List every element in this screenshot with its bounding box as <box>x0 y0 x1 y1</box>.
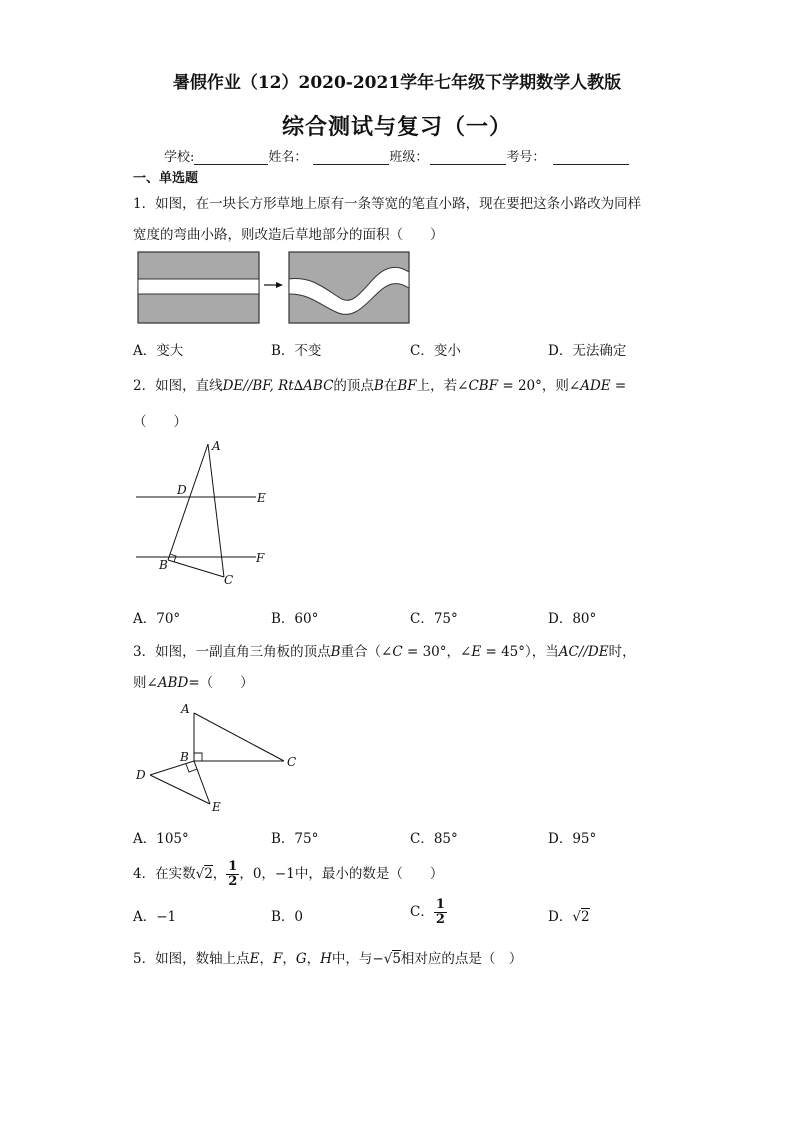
q1-option-d[interactable]: D．无法确定 <box>548 343 627 359</box>
label-e: E <box>212 800 221 814</box>
q3-math: ABD <box>157 675 189 691</box>
q2-text: 上，若∠ <box>416 378 469 394</box>
label-a: A <box>212 439 221 453</box>
question-2-line1 <box>133 374 626 394</box>
question-number: 2． <box>133 378 156 394</box>
sqrt-argument: 2 <box>204 866 213 882</box>
q2-math: CBF <box>468 378 499 394</box>
exam-no-blank <box>553 150 629 165</box>
q3-text: 则∠ <box>133 675 158 691</box>
question-2-figure <box>130 436 276 588</box>
page-title-line2: 综合测试与复习（一） <box>281 114 512 140</box>
exam-no-label: 考号： <box>506 150 546 165</box>
q3-math: E <box>471 644 482 660</box>
q3-option-b[interactable]: B．75° <box>271 831 319 847</box>
question-5-line1 <box>133 947 522 967</box>
q4-option-d[interactable] <box>548 905 590 925</box>
page-title-line1: 暑假作业（12）2020-2021学年七年级下学期数学人教版 <box>172 73 622 93</box>
q2-math: BF <box>397 378 417 394</box>
q3-option-d[interactable]: D．95° <box>548 831 597 847</box>
question-number: 3． <box>133 644 156 660</box>
q2-option-d[interactable]: D．80° <box>548 611 597 627</box>
sqrt-expression: √2 <box>195 866 213 882</box>
label-b: B <box>159 558 168 572</box>
question-number: 5． <box>133 951 156 967</box>
class-label: 班级： <box>389 150 429 165</box>
q3-math: B <box>330 644 341 660</box>
section-title: 一、单选题 <box>133 171 199 186</box>
q5-math: H <box>320 951 332 967</box>
q3-text: 重合（∠ <box>340 644 393 660</box>
q1-option-b[interactable]: B．不变 <box>271 343 322 359</box>
q3-option-a[interactable]: A．105° <box>133 831 189 847</box>
question-1-stem: 如图，在一块长方形草地上原有一条等宽的笔直小路，现在要把这条小路改为同样 <box>155 196 642 212</box>
label-a: A <box>181 702 190 716</box>
fraction-denominator: 2 <box>228 874 238 889</box>
q3-math: C <box>392 644 403 660</box>
q2-math: DE//BF, Rt∆ABC <box>222 378 334 394</box>
q4-option-a[interactable]: A．−1 <box>133 909 177 925</box>
q4-option-b[interactable]: B．0 <box>271 909 304 925</box>
label-b: B <box>180 750 189 764</box>
fraction-numerator: 1 <box>435 897 445 912</box>
q2-option-a[interactable]: A．70° <box>133 611 181 627</box>
q3-text: 如图，一副直角三角板的顶点 <box>155 644 331 660</box>
question-3-line2 <box>133 671 254 691</box>
q1-option-a[interactable]: A．变大 <box>133 343 184 359</box>
student-info-row <box>164 146 629 165</box>
q2-option-b[interactable]: B．60° <box>271 611 319 627</box>
q1-option-c[interactable]: C．变小 <box>410 343 461 359</box>
sqrt-argument: 5 <box>392 951 401 967</box>
label-f: F <box>256 551 265 565</box>
fraction <box>434 898 447 927</box>
school-label: 学校: <box>164 150 195 165</box>
q4-text: ，0，−1中，最小的数是（ ） <box>239 866 444 882</box>
q5-text: ， <box>306 951 321 967</box>
question-4-line1 <box>133 858 443 890</box>
q2-text: 如图，直线 <box>155 378 223 394</box>
class-blank <box>430 150 506 165</box>
label-e: E <box>257 491 266 505</box>
question-3-line1 <box>133 640 636 660</box>
question-3-figure <box>130 698 306 816</box>
q3-text: =（ ） <box>188 675 254 691</box>
sqrt-expression: √5 <box>383 951 401 967</box>
q3-text: = 30°，∠ <box>402 644 472 660</box>
q4-text: 在实数 <box>155 866 196 882</box>
name-label: 姓名： <box>268 150 308 165</box>
question-number: 4． <box>133 866 156 882</box>
option-letter: C． <box>410 904 434 920</box>
q2-text: = <box>610 378 627 394</box>
q5-text: ， <box>259 951 273 967</box>
q3-option-c[interactable]: C．85° <box>410 831 458 847</box>
fraction-denominator: 2 <box>435 912 445 927</box>
name-blank <box>313 150 389 165</box>
question-1-line1 <box>133 192 641 212</box>
q5-text: 中，与− <box>331 951 384 967</box>
q4-separator: ， <box>212 866 227 882</box>
label-c: C <box>287 755 297 769</box>
question-1-figure <box>136 250 412 326</box>
fraction <box>226 860 239 889</box>
q5-math: G <box>295 951 307 967</box>
q4-option-c[interactable] <box>410 896 447 928</box>
q5-math: E <box>249 951 260 967</box>
q5-math: F <box>272 951 283 967</box>
school-blank <box>194 150 268 165</box>
fraction-numerator: 1 <box>228 859 238 874</box>
q2-text: 的顶点 <box>333 378 374 394</box>
q5-text: 相对应的点是（ ） <box>400 951 523 967</box>
question-1-line2: 宽度的弯曲小路，则改造后草地部分的面积（ ） <box>133 227 444 243</box>
option-letter: D． <box>548 909 573 925</box>
q3-math: AC//DE <box>558 644 609 660</box>
q5-text: ， <box>282 951 296 967</box>
q2-text: 在 <box>383 378 398 394</box>
q2-text: = 20°，则∠ <box>498 378 581 394</box>
sqrt-argument: 2 <box>580 909 590 925</box>
q5-text: 如图，数轴上点 <box>155 951 250 967</box>
label-d: D <box>136 768 146 782</box>
question-2-line2: （ ） <box>133 414 187 430</box>
q3-text: 时， <box>608 644 636 660</box>
q2-math: ADE <box>580 378 611 394</box>
label-c: C <box>224 573 234 587</box>
question-number: 1． <box>133 196 156 212</box>
label-d: D <box>177 483 187 497</box>
q3-text: = 45°），当 <box>481 644 559 660</box>
sqrt-expression: √2 <box>572 909 590 925</box>
q2-math: B <box>373 378 384 394</box>
q2-option-c[interactable]: C．75° <box>410 611 458 627</box>
